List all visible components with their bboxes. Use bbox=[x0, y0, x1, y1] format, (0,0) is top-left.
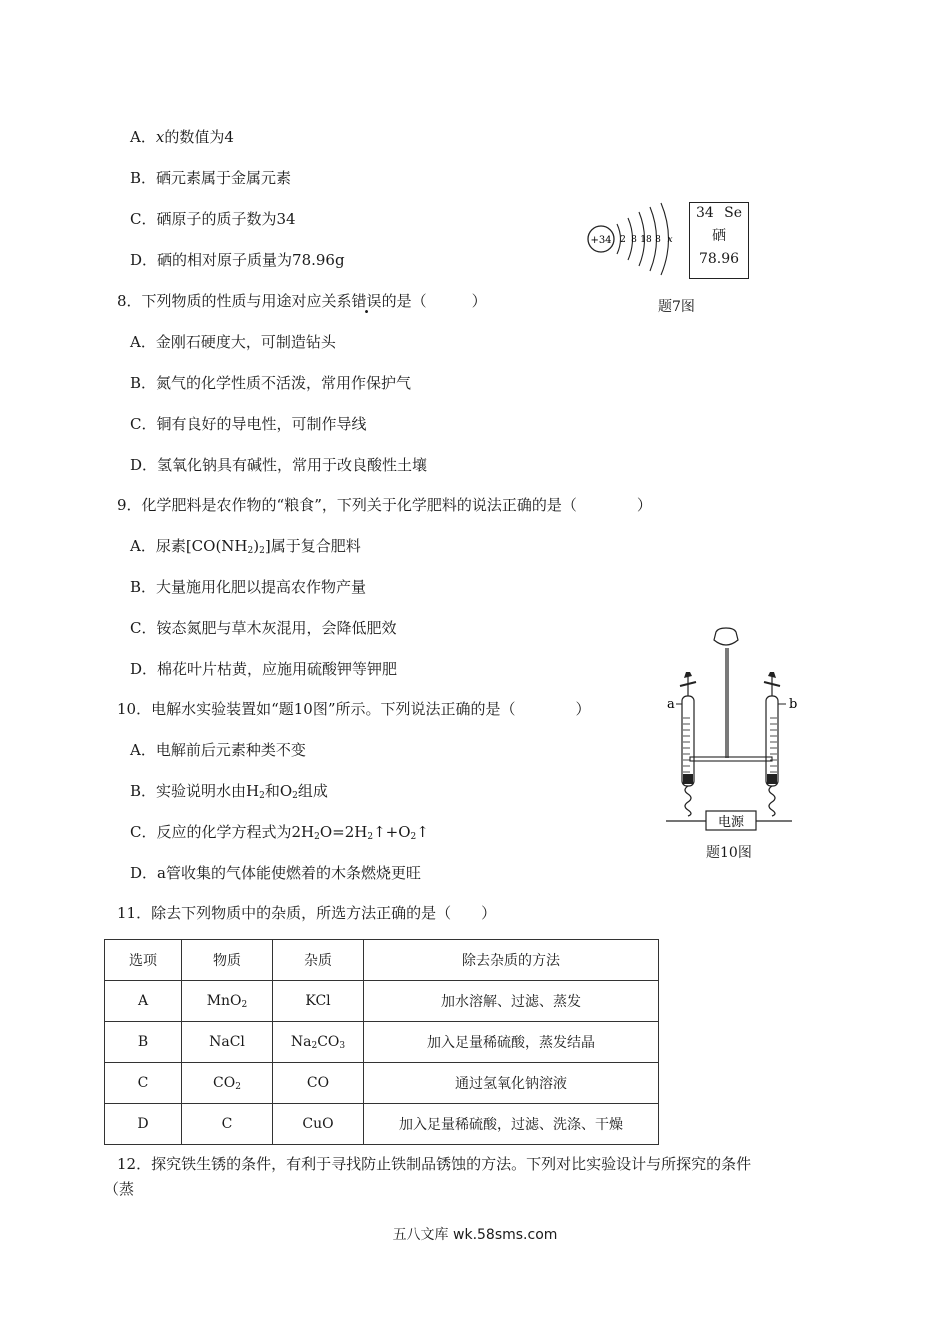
table-row bbox=[105, 981, 659, 1022]
figure-7-caption: 题7图 bbox=[658, 299, 695, 315]
shell-5-label: x bbox=[667, 235, 673, 245]
table-cell: 加入足量稀硫酸，过滤、洗涤、干燥 bbox=[364, 1104, 659, 1145]
shell-1-label: 2 bbox=[620, 235, 626, 245]
atomic-number: 34 bbox=[696, 205, 714, 221]
table-row bbox=[105, 1022, 659, 1063]
table-cell: D bbox=[105, 1104, 182, 1145]
q11-table bbox=[104, 939, 659, 1145]
figure-10-caption: 题10图 bbox=[706, 845, 752, 861]
table-cell: 通过氢氧化钠溶液 bbox=[364, 1063, 659, 1104]
table-header-cell: 除去杂质的方法 bbox=[364, 940, 659, 981]
table-cell: CO bbox=[273, 1063, 364, 1104]
q8-option-a: A．金刚石硬度大，可制造钻头 bbox=[130, 333, 336, 351]
atom-structure-diagram bbox=[584, 200, 684, 280]
electrolysis-apparatus-diagram bbox=[662, 626, 802, 832]
table-cell: MnO$_2$ bbox=[182, 981, 273, 1022]
table-cell: C bbox=[105, 1063, 182, 1104]
q10-option-a: A．电解前后元素种类不变 bbox=[130, 741, 306, 759]
q7-option-a: A．x的数值为4 bbox=[130, 128, 234, 146]
q8-stem: 8．下列物质的性质与用途对应关系错误的是（ ） bbox=[117, 292, 487, 310]
emphasis-word: 错误 bbox=[351, 292, 382, 310]
table-cell: B bbox=[105, 1022, 182, 1063]
table-row bbox=[105, 1104, 659, 1145]
q9-stem: 9．化学肥料是农作物的“粮食”，下列关于化学肥料的说法正确的是（ ） bbox=[117, 496, 652, 514]
element-card bbox=[689, 202, 749, 279]
shell-3-label: 18 bbox=[640, 235, 652, 245]
table-header-cell: 杂质 bbox=[273, 940, 364, 981]
q8-option-b: B．氮气的化学性质不活泼，常用作保护气 bbox=[130, 374, 412, 392]
q10-stem: 10．电解水实验装置如“题10图”所示。下列说法正确的是（ ） bbox=[117, 700, 591, 718]
shell-2-label: 8 bbox=[631, 235, 637, 245]
table-row bbox=[105, 1063, 659, 1104]
q10-option-d: D．a管收集的气体能使燃着的木条燃烧更旺 bbox=[130, 864, 421, 882]
power-supply-label: 电源 bbox=[717, 815, 745, 830]
tube-a-label: a bbox=[667, 697, 675, 712]
q11-stem: 11．除去下列物质中的杂质，所选方法正确的是（ ） bbox=[117, 904, 497, 922]
q9-option-d: D．棉花叶片枯黄，应施用硫酸钾等钾肥 bbox=[130, 660, 398, 678]
q7-option-b: B．硒元素属于金属元素 bbox=[130, 169, 292, 187]
q10-option-b: B．实验说明水由$H_2$和$O_2$组成 bbox=[130, 782, 328, 801]
table-cell: $CO_2$ bbox=[182, 1063, 273, 1104]
table-cell: NaCl bbox=[182, 1022, 273, 1063]
q9-option-c: C．铵态氮肥与草木灰混用，会降低肥效 bbox=[130, 619, 397, 637]
table-cell: 加水溶解、过滤、蒸发 bbox=[364, 981, 659, 1022]
q7-option-d: D．硒的相对原子质量为78.96g bbox=[130, 251, 345, 269]
shell-4-label: 8 bbox=[655, 235, 661, 245]
element-name: 硒 bbox=[712, 228, 726, 244]
table-cell: $Na_2CO_3$ bbox=[273, 1022, 364, 1063]
tube-b-label: b bbox=[789, 697, 798, 712]
footer-watermark: 五八文库 wk.58sms.com bbox=[392, 1227, 558, 1243]
table-header-cell: 物质 bbox=[182, 940, 273, 981]
element-symbol: Se bbox=[724, 205, 742, 221]
q12-stem-line1: 12．探究铁生锈的条件，有利于寻找防止铁制品锈蚀的方法。下列对比实验设计与所探究的条件 bbox=[117, 1155, 752, 1173]
table-cell: CuO bbox=[273, 1104, 364, 1145]
table-cell: KCl bbox=[273, 981, 364, 1022]
atomic-mass: 78.96 bbox=[698, 251, 740, 267]
table-header-row bbox=[105, 940, 659, 981]
q9-option-b: B．大量施用化肥以提高农作物产量 bbox=[130, 578, 367, 596]
table-cell: 加入足量稀硫酸，蒸发结晶 bbox=[364, 1022, 659, 1063]
q10-option-c: C．反应的化学方程式为$2H_2O=2H_2↑+O_2↑$ bbox=[130, 823, 429, 842]
q7-option-c: C．硒原子的质子数为34 bbox=[130, 210, 296, 228]
nucleus-label: +34 bbox=[590, 235, 612, 246]
table-cell: C bbox=[182, 1104, 273, 1145]
table-cell: A bbox=[105, 981, 182, 1022]
q8-option-d: D．氢氧化钠具有碱性，常用于改良酸性土壤 bbox=[130, 456, 428, 474]
q8-option-c: C．铜有良好的导电性，可制作导线 bbox=[130, 415, 367, 433]
table-header-cell: 选项 bbox=[105, 940, 182, 981]
q9-option-a: A．尿素$[CO(NH_2)_2]$属于复合肥料 bbox=[130, 537, 361, 556]
q12-stem-line2: （蒸 bbox=[104, 1180, 135, 1198]
